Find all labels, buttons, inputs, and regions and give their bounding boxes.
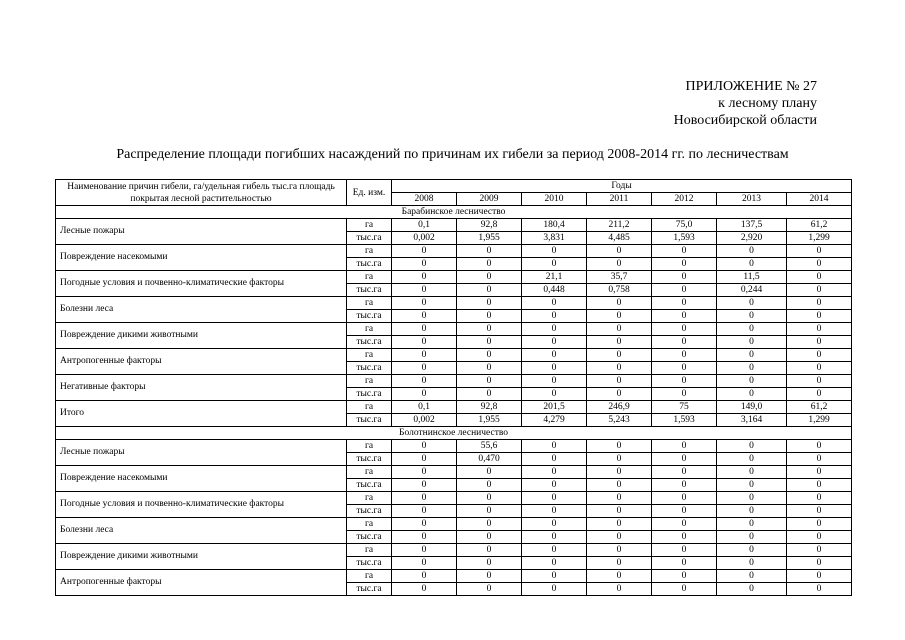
value-cell: 5,243: [587, 414, 652, 427]
value-cell: 0,1: [392, 401, 457, 414]
value-cell: 0: [522, 583, 587, 596]
header-year: 2012: [652, 193, 717, 206]
cause-name: Антропогенные факторы: [56, 349, 347, 375]
table-row: [56, 297, 852, 310]
value-cell: 0: [457, 531, 522, 544]
value-cell: 0: [652, 440, 717, 453]
unit-cell: га: [347, 466, 392, 479]
unit-cell: тыс.га: [347, 557, 392, 570]
value-cell: 0: [457, 518, 522, 531]
value-cell: 0: [392, 336, 457, 349]
value-cell: 0,758: [587, 284, 652, 297]
table-row: [56, 518, 852, 531]
value-cell: 0: [392, 440, 457, 453]
value-cell: 0: [652, 245, 717, 258]
unit-cell: га: [347, 219, 392, 232]
forest-loss-table: [55, 179, 852, 596]
value-cell: 0,002: [392, 414, 457, 427]
value-cell: 0: [587, 375, 652, 388]
value-cell: 55,6: [457, 440, 522, 453]
value-cell: 0: [392, 557, 457, 570]
value-cell: 0,002: [392, 232, 457, 245]
value-cell: 92,8: [457, 219, 522, 232]
value-cell: 0: [587, 557, 652, 570]
value-cell: 0: [787, 336, 852, 349]
value-cell: 92,8: [457, 401, 522, 414]
value-cell: 0: [787, 284, 852, 297]
header-year: 2010: [522, 193, 587, 206]
value-cell: 0: [652, 557, 717, 570]
unit-cell: тыс.га: [347, 479, 392, 492]
value-cell: 0: [587, 297, 652, 310]
value-cell: 0: [652, 388, 717, 401]
value-cell: 180,4: [522, 219, 587, 232]
value-cell: 61,2: [787, 401, 852, 414]
value-cell: 0: [457, 284, 522, 297]
table-row: [56, 570, 852, 583]
value-cell: 0: [392, 284, 457, 297]
unit-cell: га: [347, 401, 392, 414]
value-cell: 0: [717, 349, 787, 362]
value-cell: 0: [717, 557, 787, 570]
cause-name: Антропогенные факторы: [56, 570, 347, 596]
value-cell: 0: [522, 479, 587, 492]
value-cell: 0: [522, 310, 587, 323]
value-cell: 0: [457, 271, 522, 284]
value-cell: 0: [787, 297, 852, 310]
value-cell: 0: [392, 271, 457, 284]
value-cell: 1,593: [652, 414, 717, 427]
value-cell: 0: [392, 544, 457, 557]
value-cell: 0: [652, 479, 717, 492]
value-cell: 0,470: [457, 453, 522, 466]
value-cell: 0: [457, 466, 522, 479]
value-cell: 0: [587, 531, 652, 544]
value-cell: 0: [392, 388, 457, 401]
value-cell: 0: [717, 375, 787, 388]
value-cell: 149,0: [717, 401, 787, 414]
value-cell: 0: [717, 258, 787, 271]
value-cell: 0: [787, 375, 852, 388]
unit-cell: га: [347, 375, 392, 388]
value-cell: 0: [457, 245, 522, 258]
value-cell: 0: [392, 453, 457, 466]
value-cell: 0: [787, 466, 852, 479]
value-cell: 0: [652, 362, 717, 375]
value-cell: 0: [522, 570, 587, 583]
header-cause: Наименование причин гибели, га/удельная гибель тыс.га площадь покрытая лесной растительностью: [56, 180, 347, 206]
section-row: [56, 206, 852, 219]
unit-cell: га: [347, 440, 392, 453]
value-cell: 0: [717, 505, 787, 518]
value-cell: 0: [587, 466, 652, 479]
value-cell: 0: [652, 336, 717, 349]
value-cell: 61,2: [787, 219, 852, 232]
value-cell: 0: [787, 310, 852, 323]
unit-cell: тыс.га: [347, 505, 392, 518]
value-cell: 21,1: [522, 271, 587, 284]
value-cell: 0: [522, 544, 587, 557]
value-cell: 0: [457, 258, 522, 271]
value-cell: 0: [392, 297, 457, 310]
value-cell: 0: [717, 440, 787, 453]
value-cell: 0: [652, 297, 717, 310]
value-cell: 11,5: [717, 271, 787, 284]
unit-cell: тыс.га: [347, 583, 392, 596]
value-cell: 0: [787, 544, 852, 557]
value-cell: 0: [392, 466, 457, 479]
value-cell: 75,0: [652, 219, 717, 232]
unit-cell: тыс.га: [347, 258, 392, 271]
section-row: [56, 427, 852, 440]
unit-cell: тыс.га: [347, 232, 392, 245]
value-cell: 0: [457, 544, 522, 557]
unit-cell: тыс.га: [347, 336, 392, 349]
value-cell: 0: [787, 531, 852, 544]
table-row: [56, 219, 852, 232]
value-cell: 0: [392, 362, 457, 375]
value-cell: 0: [787, 570, 852, 583]
table-row: [56, 271, 852, 284]
value-cell: 0: [717, 297, 787, 310]
value-cell: 0: [392, 349, 457, 362]
value-cell: 0: [717, 336, 787, 349]
cause-name: Лесные пожары: [56, 440, 347, 466]
cause-name: Повреждение дикими животными: [56, 323, 347, 349]
value-cell: 0: [717, 453, 787, 466]
value-cell: 0: [587, 349, 652, 362]
value-cell: 0: [522, 440, 587, 453]
value-cell: 0: [652, 466, 717, 479]
header-row: [56, 180, 852, 193]
value-cell: 0: [522, 375, 587, 388]
value-cell: 0: [457, 336, 522, 349]
value-cell: 0: [717, 531, 787, 544]
value-cell: 0: [522, 323, 587, 336]
value-cell: 4,485: [587, 232, 652, 245]
table-body: [56, 206, 852, 596]
document-title: Распределение площади погибших насаждений по причинам их гибели за период 2008-2014 гг. по лесничествам: [116, 147, 789, 162]
unit-cell: га: [347, 570, 392, 583]
header-year: 2013: [717, 193, 787, 206]
value-cell: 0: [522, 531, 587, 544]
value-cell: 0: [522, 258, 587, 271]
value-cell: 0: [522, 362, 587, 375]
value-cell: 0: [587, 388, 652, 401]
value-cell: 0: [522, 492, 587, 505]
header-year: 2011: [587, 193, 652, 206]
cause-name: Повреждение насекомыми: [56, 245, 347, 271]
value-cell: 3,831: [522, 232, 587, 245]
appendix-region: Новосибирской области: [673, 113, 817, 128]
unit-cell: га: [347, 323, 392, 336]
header-year: 2008: [392, 193, 457, 206]
value-cell: 201,5: [522, 401, 587, 414]
value-cell: 0: [787, 440, 852, 453]
value-cell: 0: [522, 453, 587, 466]
value-cell: 0: [522, 388, 587, 401]
value-cell: 0: [652, 531, 717, 544]
value-cell: 0: [652, 258, 717, 271]
value-cell: 0: [587, 362, 652, 375]
value-cell: 0: [587, 479, 652, 492]
appendix-heading: [674, 78, 817, 129]
value-cell: 0: [717, 544, 787, 557]
value-cell: 0: [787, 245, 852, 258]
table-row: [56, 401, 852, 414]
value-cell: 0: [392, 258, 457, 271]
value-cell: 0: [587, 518, 652, 531]
value-cell: 0: [787, 518, 852, 531]
value-cell: 0: [787, 557, 852, 570]
value-cell: 0: [392, 245, 457, 258]
value-cell: 0: [717, 479, 787, 492]
value-cell: 0: [587, 583, 652, 596]
value-cell: 0: [587, 453, 652, 466]
cause-name: Лесные пожары: [56, 219, 347, 245]
value-cell: 0: [652, 583, 717, 596]
value-cell: 0: [587, 505, 652, 518]
value-cell: 0: [652, 323, 717, 336]
unit-cell: тыс.га: [347, 414, 392, 427]
value-cell: 0: [717, 570, 787, 583]
value-cell: 0: [787, 453, 852, 466]
table-row: [56, 349, 852, 362]
value-cell: 0: [457, 570, 522, 583]
value-cell: 0: [457, 297, 522, 310]
value-cell: 0: [717, 362, 787, 375]
value-cell: 0: [717, 492, 787, 505]
value-cell: 0: [457, 323, 522, 336]
value-cell: 0: [587, 336, 652, 349]
value-cell: 0: [787, 258, 852, 271]
value-cell: 0: [457, 479, 522, 492]
value-cell: 0: [522, 518, 587, 531]
value-cell: 0: [652, 492, 717, 505]
value-cell: 0: [652, 453, 717, 466]
cause-name: Негативные факторы: [56, 375, 347, 401]
value-cell: 0: [392, 310, 457, 323]
value-cell: 0: [787, 349, 852, 362]
value-cell: 0: [392, 375, 457, 388]
value-cell: 0: [587, 440, 652, 453]
table-row: [56, 245, 852, 258]
forestry-name: Барабинское лесничество: [56, 206, 852, 219]
value-cell: 0: [787, 271, 852, 284]
value-cell: 0: [787, 479, 852, 492]
unit-cell: га: [347, 297, 392, 310]
value-cell: 0: [587, 570, 652, 583]
value-cell: 0: [652, 505, 717, 518]
unit-cell: тыс.га: [347, 310, 392, 323]
value-cell: 2,920: [717, 232, 787, 245]
value-cell: 0: [652, 271, 717, 284]
header-year: 2014: [787, 193, 852, 206]
cause-name: Повреждение насекомыми: [56, 466, 347, 492]
forestry-name: Болотнинское лесничество: [56, 427, 852, 440]
value-cell: 0: [522, 557, 587, 570]
value-cell: 0: [717, 388, 787, 401]
value-cell: 0: [587, 245, 652, 258]
value-cell: 0: [457, 375, 522, 388]
value-cell: 0: [652, 375, 717, 388]
unit-cell: га: [347, 544, 392, 557]
unit-cell: га: [347, 271, 392, 284]
value-cell: 0: [457, 557, 522, 570]
unit-cell: тыс.га: [347, 284, 392, 297]
value-cell: 0: [787, 362, 852, 375]
value-cell: 0: [787, 583, 852, 596]
cause-name: Повреждение дикими животными: [56, 544, 347, 570]
unit-cell: тыс.га: [347, 388, 392, 401]
unit-cell: тыс.га: [347, 531, 392, 544]
value-cell: 1,955: [457, 232, 522, 245]
header-years: Годы: [392, 180, 852, 193]
value-cell: 0: [587, 323, 652, 336]
appendix-number: ПРИЛОЖЕНИЕ № 27: [685, 79, 817, 94]
value-cell: 0,244: [717, 284, 787, 297]
value-cell: 0: [717, 245, 787, 258]
value-cell: 0: [787, 492, 852, 505]
unit-cell: тыс.га: [347, 362, 392, 375]
value-cell: 0: [522, 336, 587, 349]
unit-cell: га: [347, 518, 392, 531]
value-cell: 0: [587, 492, 652, 505]
cause-name: Болезни леса: [56, 518, 347, 544]
value-cell: 0: [392, 492, 457, 505]
value-cell: 0: [652, 518, 717, 531]
cause-name: Болезни леса: [56, 297, 347, 323]
value-cell: 0: [392, 479, 457, 492]
value-cell: 0: [457, 388, 522, 401]
table-row: [56, 375, 852, 388]
value-cell: 137,5: [717, 219, 787, 232]
unit-cell: га: [347, 349, 392, 362]
unit-cell: тыс.га: [347, 453, 392, 466]
cause-name: Погодные условия и почвенно-климатические факторы: [56, 271, 347, 297]
value-cell: 1,955: [457, 414, 522, 427]
value-cell: 0: [522, 466, 587, 479]
value-cell: 1,299: [787, 232, 852, 245]
value-cell: 0: [717, 323, 787, 336]
value-cell: 0: [717, 310, 787, 323]
table-row: [56, 544, 852, 557]
value-cell: 0: [652, 310, 717, 323]
value-cell: 4,279: [522, 414, 587, 427]
unit-cell: га: [347, 245, 392, 258]
value-cell: 0: [392, 583, 457, 596]
header-unit: Ед. изм.: [347, 180, 392, 206]
value-cell: 0: [457, 362, 522, 375]
value-cell: 0: [392, 570, 457, 583]
cause-name: Итого: [56, 401, 347, 427]
value-cell: 0: [522, 505, 587, 518]
value-cell: 0,448: [522, 284, 587, 297]
value-cell: 35,7: [587, 271, 652, 284]
value-cell: 0: [392, 531, 457, 544]
value-cell: 1,299: [787, 414, 852, 427]
value-cell: 0,1: [392, 219, 457, 232]
value-cell: 0: [392, 518, 457, 531]
value-cell: 0: [652, 284, 717, 297]
value-cell: 3,164: [717, 414, 787, 427]
value-cell: 246,9: [587, 401, 652, 414]
value-cell: 0: [457, 310, 522, 323]
value-cell: 0: [522, 297, 587, 310]
value-cell: 0: [522, 245, 587, 258]
value-cell: 0: [587, 258, 652, 271]
value-cell: 75: [652, 401, 717, 414]
value-cell: 0: [457, 583, 522, 596]
value-cell: 0: [587, 310, 652, 323]
value-cell: 0: [522, 349, 587, 362]
header-year: 2009: [457, 193, 522, 206]
value-cell: 0: [392, 505, 457, 518]
value-cell: 0: [457, 349, 522, 362]
value-cell: 0: [652, 349, 717, 362]
table-row: [56, 492, 852, 505]
value-cell: 0: [457, 492, 522, 505]
value-cell: 0: [392, 323, 457, 336]
value-cell: 0: [787, 505, 852, 518]
value-cell: 211,2: [587, 219, 652, 232]
value-cell: 0: [587, 544, 652, 557]
unit-cell: га: [347, 492, 392, 505]
value-cell: 0: [717, 518, 787, 531]
value-cell: 0: [787, 388, 852, 401]
table-row: [56, 440, 852, 453]
value-cell: 0: [652, 544, 717, 557]
value-cell: 0: [457, 505, 522, 518]
value-cell: 0: [787, 323, 852, 336]
table-row: [56, 466, 852, 479]
value-cell: 0: [652, 570, 717, 583]
value-cell: 0: [717, 466, 787, 479]
table-row: [56, 323, 852, 336]
cause-name: Погодные условия и почвенно-климатические факторы: [56, 492, 347, 518]
value-cell: 0: [717, 583, 787, 596]
value-cell: 1,593: [652, 232, 717, 245]
appendix-subtitle: к лесному плану: [718, 96, 817, 111]
